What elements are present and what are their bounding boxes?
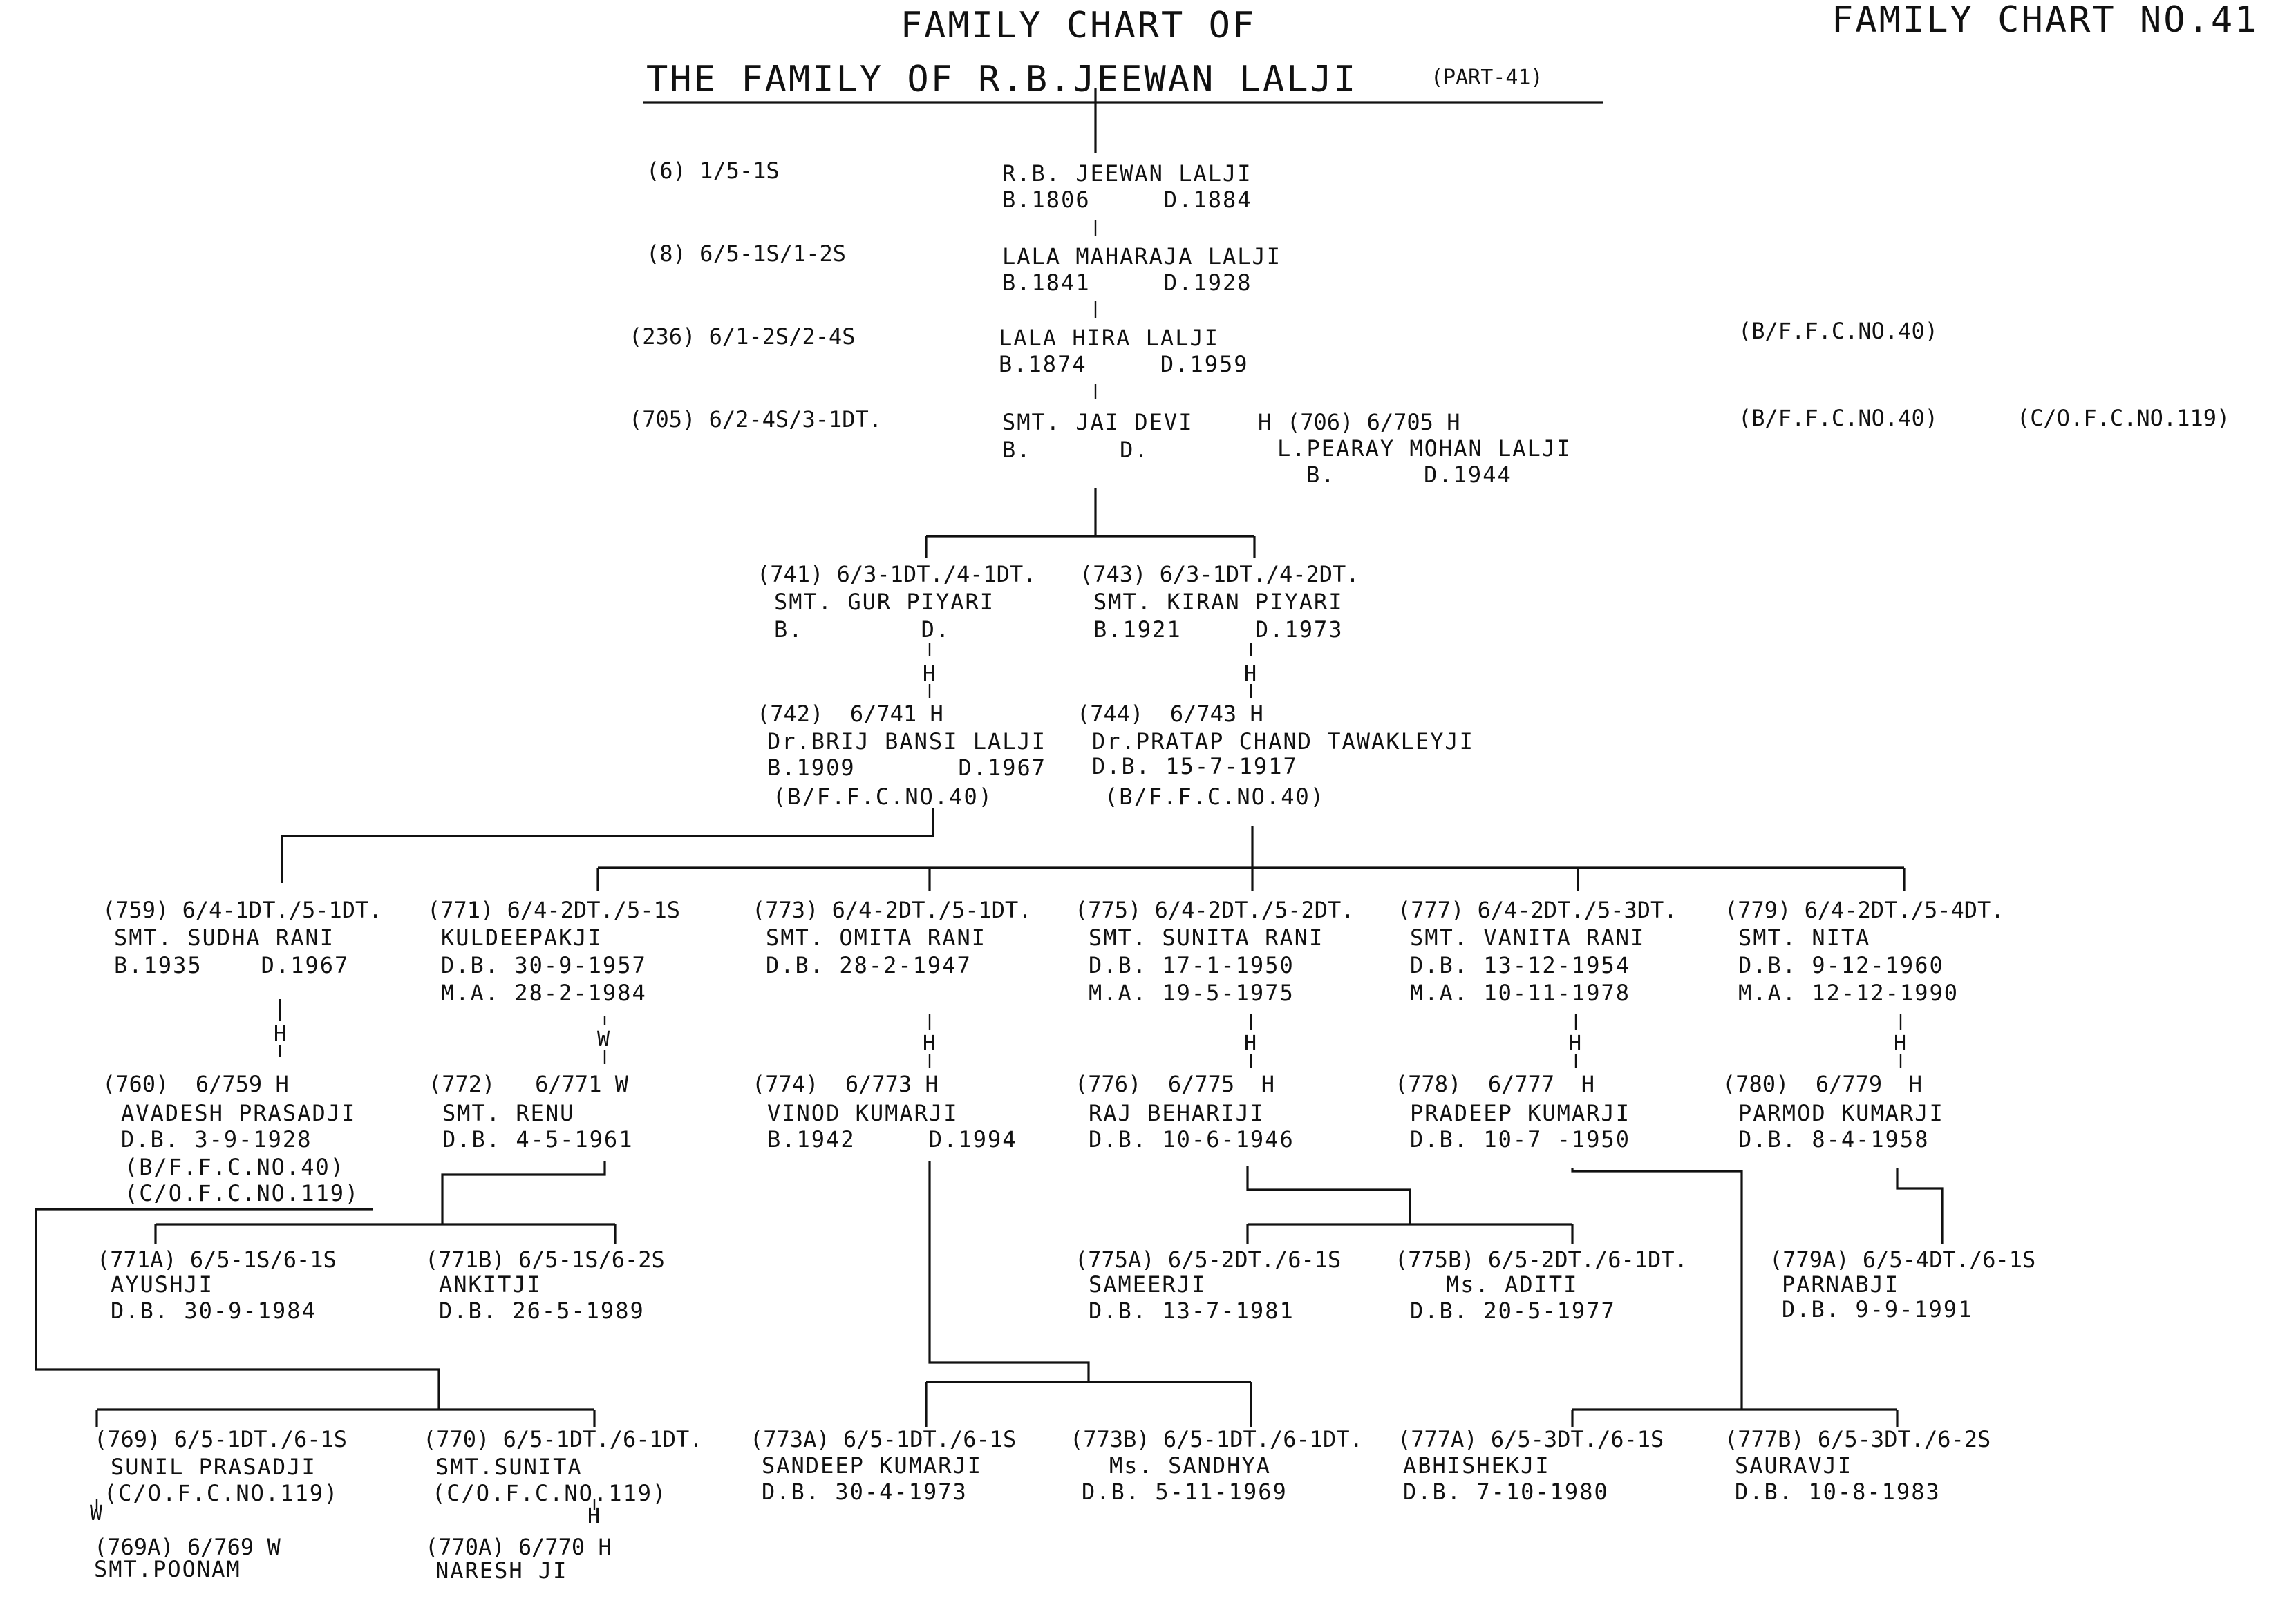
- person-779: [1724, 897, 2004, 1056]
- person-dates: D.B. 8-4-1958: [1738, 1126, 1930, 1153]
- person-id: (773B) 6/5-1DT./6-1DT.: [1070, 1426, 1363, 1452]
- husband-marker: H: [923, 662, 936, 686]
- person-name: Dr.BRIJ BANSI LALJI: [767, 728, 1047, 755]
- person-dates: B.1874 D.1959: [999, 351, 1249, 377]
- person-id: (8) 6/5-1S/1-2S: [646, 240, 846, 267]
- person-id: (775A) 6/5-2DT./6-1S: [1075, 1246, 1342, 1273]
- chart-number: FAMILY CHART NO.41: [1832, 0, 2259, 41]
- person-id: (777A) 6/5-3DT./6-1S: [1398, 1426, 1664, 1452]
- person-dates: D.B. 7-10-1980: [1403, 1479, 1609, 1505]
- line-772-children: [442, 1161, 605, 1224]
- spouse-769a: [94, 1534, 281, 1582]
- person-line2: B.1935 D.1967: [114, 952, 350, 978]
- person-name: SMT. SUDHA RANI: [114, 924, 335, 951]
- person-777: [1398, 897, 1677, 1056]
- husband-marker: H: [1569, 1032, 1582, 1056]
- person-name: SMT. NITA: [1738, 924, 1871, 951]
- person-name: ABHISHEKJI: [1403, 1452, 1550, 1479]
- cross-reference: (B/F.F.C.NO.40): [1104, 784, 1325, 810]
- person-name: VINOD KUMARJI: [767, 1100, 959, 1126]
- person-dates: B. D.1944: [1306, 462, 1512, 488]
- person-777b: [1724, 1426, 1991, 1505]
- person-dates: B.1909 D.1967: [767, 755, 1047, 781]
- person-dates: D.B. 13-7-1981: [1089, 1298, 1295, 1324]
- person-name: PARNABJI: [1782, 1271, 1900, 1298]
- spouse-780: [1722, 1071, 1944, 1153]
- person-name: SUNIL PRASADJI: [111, 1454, 317, 1480]
- person-name: SMT. GUR PIYARI: [774, 589, 995, 615]
- person-8: [646, 240, 1281, 296]
- person-line3: M.A. 12-12-1990: [1738, 980, 1959, 1006]
- spouse-776: [1075, 1071, 1295, 1153]
- person-name: L.PEARAY MOHAN LALJI: [1277, 435, 1572, 462]
- person-773b: [1070, 1426, 1363, 1505]
- person-759: [102, 897, 382, 1046]
- person-line3: M.A. 19-5-1975: [1089, 980, 1295, 1006]
- person-name: SMT. OMITA RANI: [766, 924, 986, 951]
- person-dates: D.B. 4-5-1961: [442, 1126, 634, 1153]
- title-line1: FAMILY CHART OF: [900, 5, 1257, 46]
- person-id: (774) 6/773 H: [752, 1071, 939, 1097]
- person-name: LALA MAHARAJA LALJI: [1002, 243, 1282, 269]
- cross-reference: (B/F.F.C.NO.40): [124, 1154, 345, 1180]
- cross-reference: (B/F.F.C.NO.40): [1738, 405, 1938, 431]
- husband-marker: H: [1894, 1032, 1907, 1056]
- person-id: (776) 6/775 H: [1075, 1071, 1274, 1097]
- wife-marker: W: [597, 1027, 610, 1052]
- person-id: (770) 6/5-1DT./6-1DT.: [423, 1426, 703, 1452]
- spouse-744: [1077, 701, 1474, 810]
- person-line3: M.A. 28-2-1984: [441, 980, 647, 1006]
- person-name: PRADEEP KUMARJI: [1410, 1100, 1630, 1126]
- person-ref: (C/O.F.C.NO.119): [104, 1480, 339, 1506]
- line-776-children: [1248, 1166, 1410, 1224]
- person-id: (777B) 6/5-3DT./6-2S: [1724, 1426, 1991, 1452]
- person-id: (779A) 6/5-4DT./6-1S: [1769, 1246, 2036, 1273]
- cross-reference-2: (C/O.F.C.NO.119): [124, 1180, 360, 1206]
- person-name: RAJ BEHARIJI: [1089, 1100, 1265, 1126]
- person-dates: D.B. 15-7-1917: [1092, 753, 1298, 779]
- person-id: (743) 6/3-1DT./4-2DT.: [1080, 561, 1359, 587]
- spouse-marker: H: [1258, 409, 1273, 435]
- person-id: (760) 6/759 H: [102, 1071, 289, 1097]
- wife-marker: W: [90, 1501, 103, 1526]
- spouse-760: [102, 1071, 359, 1206]
- title-part: (PART-41): [1431, 66, 1543, 90]
- person-dates: D.B. 9-9-1991: [1782, 1296, 1973, 1322]
- person-771b: [425, 1246, 665, 1324]
- person-id: (775) 6/4-2DT./5-2DT.: [1075, 897, 1355, 923]
- chart-header: [643, 0, 2259, 102]
- person-name: Dr.PRATAP CHAND TAWAKLEYJI: [1092, 728, 1474, 755]
- person-id: (741) 6/3-1DT./4-1DT.: [757, 561, 1037, 587]
- person-dates: D.B. 10-8-1983: [1735, 1479, 1941, 1505]
- person-name: NARESH JI: [435, 1557, 568, 1584]
- person-name: PARMOD KUMARJI: [1738, 1100, 1944, 1126]
- spouse-742: [757, 701, 1046, 810]
- person-id: (780) 6/779 H: [1722, 1071, 1922, 1097]
- husband-marker: H: [1244, 1032, 1257, 1056]
- person-line3: M.A. 10-11-1978: [1410, 980, 1630, 1006]
- spouse-778: [1395, 1071, 1630, 1153]
- person-dates: D.B. 30-9-1984: [111, 1298, 317, 1324]
- husband-marker: H: [1244, 662, 1257, 686]
- husband-marker: H: [587, 1504, 601, 1528]
- line-774-children: [930, 1161, 1089, 1382]
- person-name: Ms. SANDHYA: [1109, 1452, 1271, 1479]
- person-id: (706) 6/705 H: [1287, 409, 1460, 435]
- person-236: [629, 318, 1938, 377]
- person-name: SMT. JAI DEVI: [1002, 409, 1194, 435]
- person-dates: B. D.: [774, 616, 951, 643]
- line-780-children: [1897, 1168, 1942, 1244]
- person-6: [646, 158, 1252, 213]
- person-id: (775B) 6/5-2DT./6-1DT.: [1395, 1246, 1688, 1273]
- person-name: SMT. KIRAN PIYARI: [1093, 589, 1344, 615]
- person-741: [757, 561, 1037, 686]
- person-id: (779) 6/4-2DT./5-4DT.: [1724, 897, 2004, 923]
- person-line2: D.B. 13-12-1954: [1410, 952, 1630, 978]
- person-id: (744) 6/743 H: [1077, 701, 1263, 727]
- person-name: Ms. ADITI: [1446, 1271, 1579, 1298]
- person-name: AVADESH PRASADJI: [121, 1100, 357, 1126]
- person-id: (777) 6/4-2DT./5-3DT.: [1398, 897, 1677, 923]
- person-773a: [750, 1426, 1016, 1505]
- person-name: SAMEERJI: [1089, 1271, 1207, 1298]
- person-name: LALA HIRA LALJI: [999, 325, 1219, 351]
- person-dates: B.1806 D.1884: [1002, 187, 1252, 213]
- person-dates: B. D.: [1002, 437, 1149, 463]
- person-id: (770A) 6/770 H: [425, 1534, 612, 1560]
- person-id: (773) 6/4-2DT./5-1DT.: [752, 897, 1032, 923]
- line-742-children: [282, 808, 933, 883]
- person-name: SMT.POONAM: [94, 1556, 241, 1582]
- person-dates: D.B. 26-5-1989: [439, 1298, 645, 1324]
- husband-marker: H: [923, 1032, 936, 1056]
- spouse-772: [429, 1071, 633, 1153]
- person-773: [752, 897, 1032, 1056]
- person-id: (778) 6/777 H: [1395, 1071, 1594, 1097]
- person-775a: [1075, 1246, 1341, 1324]
- person-id: (705) 6/2-4S/3-1DT.: [629, 406, 883, 433]
- person-771a: [97, 1246, 337, 1324]
- cross-reference: (B/F.F.C.NO.40): [773, 784, 993, 810]
- person-name: SMT.SUNITA: [435, 1454, 583, 1480]
- person-name: AYUSHJI: [111, 1271, 214, 1298]
- person-dates: D.B. 10-7 -1950: [1410, 1126, 1630, 1153]
- person-line2: D.B. 9-12-1960: [1738, 952, 1944, 978]
- title-line2: THE FAMILY OF R.B.JEEWAN LALJI: [646, 59, 1358, 100]
- person-769: [90, 1426, 347, 1526]
- person-dates: D.B. 10-6-1946: [1089, 1126, 1295, 1153]
- cross-reference-2: (C/O.F.C.NO.119): [2017, 405, 2230, 431]
- person-id: (6) 1/5-1S: [646, 158, 780, 184]
- person-775b: [1395, 1246, 1688, 1324]
- spouse-770a: [425, 1534, 612, 1584]
- spouse-774: [752, 1071, 1017, 1153]
- person-id: (759) 6/4-1DT./5-1DT.: [102, 897, 382, 923]
- person-771: [427, 897, 680, 1052]
- person-dates: D.B. 20-5-1977: [1410, 1298, 1616, 1324]
- line-778-children: [1572, 1168, 1742, 1410]
- person-id: (771) 6/4-2DT./5-1S: [427, 897, 681, 923]
- person-id: (771A) 6/5-1S/6-1S: [97, 1246, 337, 1273]
- person-id: (772) 6/771 W: [429, 1071, 628, 1097]
- person-id: (769A) 6/769 W: [94, 1534, 281, 1560]
- person-dates: B.1841 D.1928: [1002, 269, 1252, 296]
- person-dates: D.B. 5-11-1969: [1082, 1479, 1288, 1505]
- person-name: SAURAVJI: [1735, 1452, 1853, 1479]
- person-id: (773A) 6/5-1DT./6-1S: [750, 1426, 1017, 1452]
- person-dates: B.1942 D.1994: [767, 1126, 1017, 1153]
- person-id: (236) 6/1-2S/2-4S: [629, 323, 856, 350]
- person-ref: (C/O.F.C.NO.119): [432, 1480, 668, 1506]
- person-775: [1075, 897, 1355, 1056]
- cross-reference: (B/F.F.C.NO.40): [1738, 318, 1938, 344]
- person-name: SMT. RENU: [442, 1100, 575, 1126]
- person-id: (769) 6/5-1DT./6-1S: [94, 1426, 348, 1452]
- person-743: [1080, 561, 1359, 686]
- person-dates: D.B. 3-9-1928: [121, 1126, 312, 1153]
- person-779a: [1769, 1246, 2035, 1322]
- person-770: [423, 1426, 703, 1528]
- person-id: (742) 6/741 H: [757, 701, 943, 727]
- husband-marker: H: [274, 1022, 287, 1046]
- person-name: ANKITJI: [439, 1271, 542, 1298]
- person-name: KULDEEPAKJI: [441, 924, 603, 951]
- person-name: SMT. VANITA RANI: [1410, 924, 1646, 951]
- person-dates: B.1921 D.1973: [1093, 616, 1344, 643]
- person-name: SANDEEP KUMARJI: [762, 1452, 982, 1479]
- person-dates: D.B. 30-4-1973: [762, 1479, 968, 1505]
- person-line2: D.B. 30-9-1957: [441, 952, 647, 978]
- spouse-706: [1258, 409, 1571, 488]
- person-777a: [1398, 1426, 1664, 1505]
- person-line2: D.B. 28-2-1947: [766, 952, 972, 978]
- person-name: R.B. JEEWAN LALJI: [1002, 160, 1252, 187]
- person-id: (771B) 6/5-1S/6-2S: [425, 1246, 665, 1273]
- person-line2: D.B. 17-1-1950: [1089, 952, 1295, 978]
- person-name: SMT. SUNITA RANI: [1089, 924, 1324, 951]
